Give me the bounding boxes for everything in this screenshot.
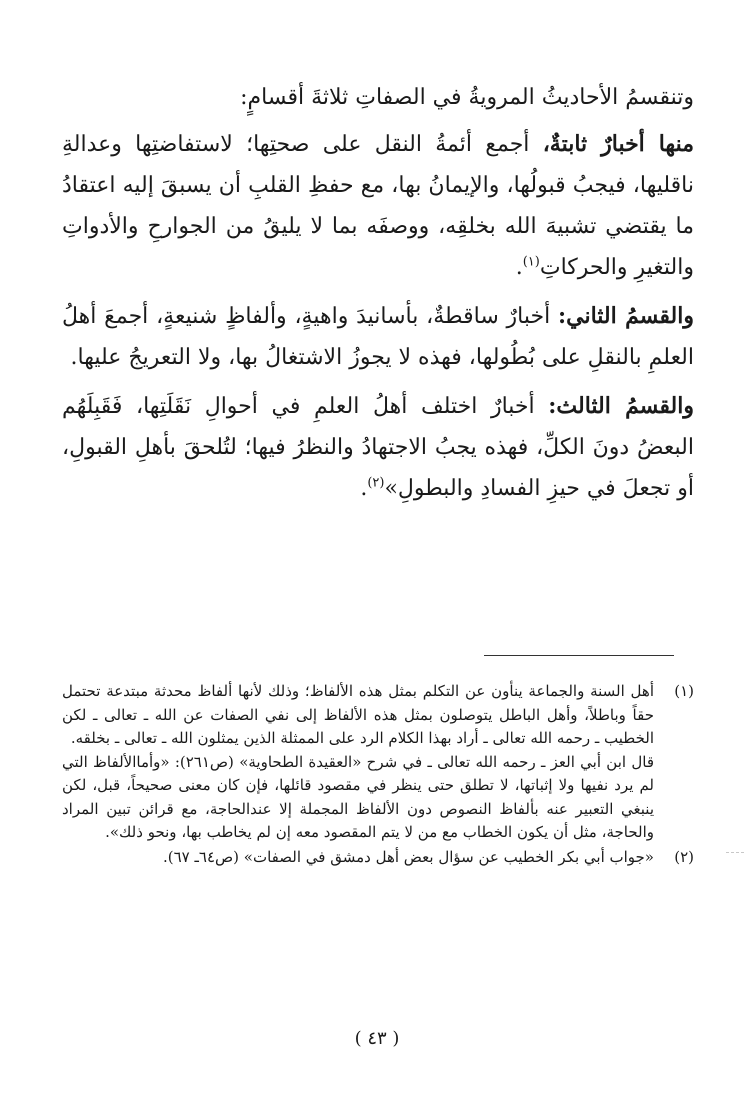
footnote-1-part-1: أهل السنة والجماعة ينأون عن التكلم بمثل هذه الألفاظ؛ وذلك لأنها ألفاظ محدثة مبتدعة تحتمل حقاً وباطلاً، وأهل الباطل يتوصلون بمثل هذه الألفاظ إلى نفي الصفات عن الله ـ تعالى ـ لكن الخطيب ـ رحمه الله تعالى ـ أراد بهذا الكلام الرد على الممثلة الذين يمثلون الله ـ تعالى ـ بخلقه. [62,682,654,747]
footnote-1-body [62,680,654,845]
paragraph-1 [62,124,694,288]
main-text [62,78,694,517]
footnote-2-body [62,846,654,870]
paragraph-1-tail: . [515,255,523,280]
footnote-2-number: (٢) [674,847,694,866]
paragraph-1-text: أجمع أئمةُ النقل على صحتِها؛ لاستفاضتِها وعدالةِ ناقليها، فيجبُ قبولُها، والإيمانُ بها، مع حفظِ القلبِ أن يسبقَ إليه اعتقادُ ما يقتضي تشبيهَ الله بخلقِه، ووصفَه بما لا يليقُ من الجوارحِ والأدواتِ والتغيرِ والحركاتِ [62,132,694,280]
paragraph-3 [62,386,694,509]
footnote-1-part-2: قال ابن أبي العز ـ رحمه الله تعالى ـ في شرح «العقيدة الطحاوية» (ص٢٦١): «وأماالألفاظ التي لم يرد نفيها ولا إثباتها، لا تطلق حتى ينظر في مقصود قائلها، فإن كان معنى صحيحاً، قبل، لكن ينبغي التعبير عنه بألفاظ النصوص دون الألفاظ المجملة إلا عندالحاجة، مع قرائن تبين المراد والحاجة، مثل أن يكون الخطاب مع من لا يتم المقصود معه إن لم يخاطب بها، ونحو ذلك». [62,752,654,841]
margin-mark [726,852,744,854]
paragraph-2 [62,296,694,378]
footnote-1 [62,680,694,845]
intro-line: وتنقسمُ الأحاديثُ المرويةُ في الصفاتِ ثلاثةَ أقسامٍ: [240,85,694,110]
footnote-1-number: (١) [674,682,694,700]
footnote-ref-1[interactable]: (١) [522,254,540,270]
paragraph-3-tail: . [360,476,368,501]
paragraph-3-text: أخبارٌ اختلف أهلُ العلمِ في أحوالِ نَقَلَتِها، فَقَبِلَهُم البعضُ دونَ الكلِّ، فهذه يجبُ الاجتهادُ والنظرُ فيها؛ لتُلحقَ بأهلِ القبولِ، أو تجعلَ في حيزِ الفسادِ والبطولِ» [62,394,694,501]
paragraph-2-text: أخبارٌ ساقطةٌ، بأسانيدَ واهيةٍ، وألفاظٍ شنيعةٍ، أجمعَ أهلُ العلمِ بالنقلِ على بُطُولها، فهذه لا يجوزُ الاشتغالُ بها، ولا التعريجُ عليها. [62,304,694,370]
footnote-2-part-1: «جواب أبي بكر الخطيب عن سؤال بعض أهل دمشق في الصفات» (ص٦٤ـ ٦٧). [163,847,654,866]
paragraph-3-lead: والقسمُ الثالث: [548,393,694,419]
footnote-divider [484,655,674,656]
footnote-ref-2[interactable]: (٢) [367,475,385,491]
page-number: ( ٤٣ ) [354,1028,400,1049]
footnotes [62,680,694,870]
paragraph-1-lead: منها أخبارٌ ثابتةٌ، [542,131,694,157]
paragraph-2-lead: والقسمُ الثاني: [557,303,695,329]
footnote-2 [62,846,694,870]
